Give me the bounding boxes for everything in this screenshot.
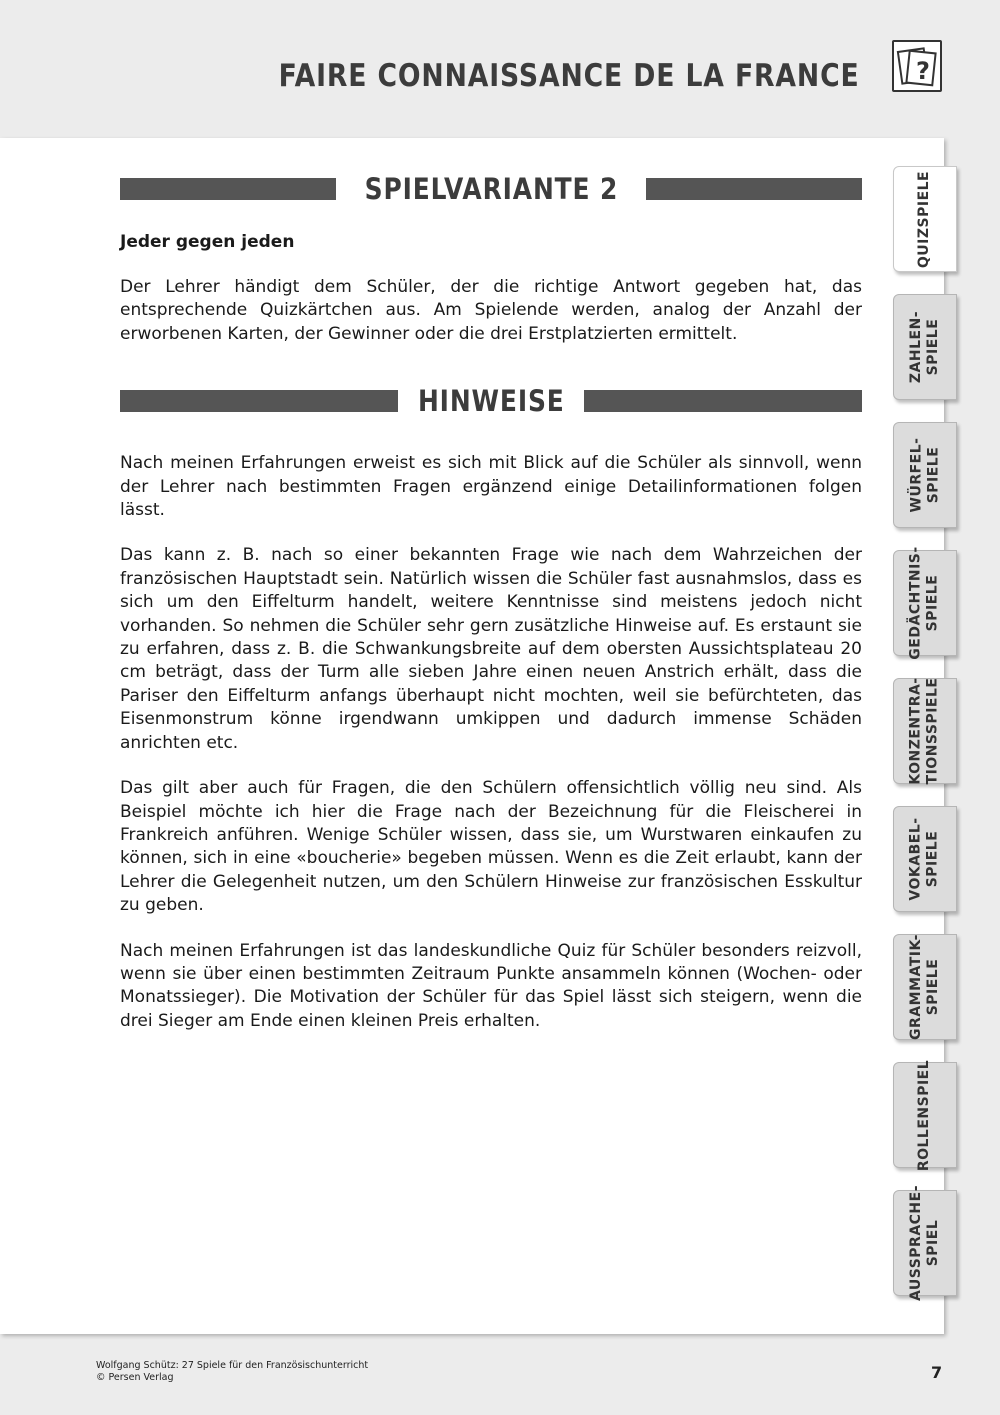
tab-label-line: TIONSSPIELE: [925, 677, 941, 785]
tab-ausspracheSpiel[interactable]: [893, 1184, 957, 1302]
tab-vokabelspiele[interactable]: [893, 806, 957, 912]
heading-bar-left: [120, 390, 398, 412]
tab-label-line: SPIEL: [925, 1219, 941, 1267]
svg-text:?: ?: [916, 57, 930, 85]
paragraph: Der Lehrer händigt dem Schüler, der die richtige Antwort gegeben hat, das entsprechende Quizkärtchen aus. Am Spielende werden, analog der Anzahl der erworbenen Karten, der Gewinner oder die drei Erstplatzierten ermittelt.: [120, 277, 862, 344]
tab-konzentrationsspiele[interactable]: [893, 678, 957, 784]
tab-label-line: GRAMMATIK-: [908, 934, 925, 1040]
tab-label-line: VOKABEL-: [908, 817, 925, 901]
tab-label-line: AUSSPRACHE-: [908, 1184, 924, 1302]
tab-zahlenspiele[interactable]: [893, 294, 957, 400]
tab-label-line: ZAHLEN-: [908, 310, 924, 384]
tab-label-line: GEDÄCHTNIS-: [908, 546, 924, 660]
section-heading-hinweise: [120, 380, 862, 422]
tab-label-line: SPIELE: [925, 958, 942, 1016]
credit-line: © Persen Verlag: [96, 1372, 174, 1383]
page-number: 7: [931, 1363, 943, 1382]
footer-credit: [96, 1360, 368, 1384]
tab-label-line: ROLLENSPIEL: [916, 1059, 933, 1171]
tab-grammatikspiele[interactable]: [893, 934, 957, 1040]
tab-gedaechtnisspiele[interactable]: [893, 546, 957, 660]
section-heading-spielvariante: [120, 168, 862, 210]
main-content: [120, 168, 862, 1055]
paragraph: Nach meinen Erfahrungen ist das landeskundliche Quiz für Schüler besonders reizvoll, wenn sie über einen bestimmten Zeitraum Punkte ansammeln können (Wochen- oder Monatssieger). Die Motivation der Schüler für das Spiel lässt sich steigern, wenn die drei Sieger am Ende einen kleinen Preis erhalten.: [120, 940, 862, 1031]
heading-bar-left: [120, 178, 336, 200]
tab-label-line: SPIELE: [925, 830, 942, 888]
heading-bar-right: [646, 178, 862, 200]
subheading: Jeder gegen jeden: [120, 232, 295, 252]
tab-label-line: KONZENTRA-: [908, 677, 924, 785]
paragraph: Das gilt aber auch für Fragen, die den Schülern offensichtlich völlig neu sind. Als Beispiel möchte ich hier die Frage nach der Bezeichnung für die Fleischerei in Frankreich anführen. Wenige Schüler wissen, dass sie, um Wurstwaren einkaufen zu können, sich in eine «boucherie» begeben müssen. Wenn es die Zeit erlaubt, kann der Lehrer die Gelegenheit nutzen, um den Schülern Hinweise zur französischen Esskultur zu geben.: [120, 778, 862, 916]
paragraph: Das kann z. B. nach so einer bekannten Frage wie nach dem Wahrzeichen der französischen Hauptstadt sein. Natürlich wissen die Schüler fast ausnahmslos, dass es sich um den Eiffelturm handelt, weitere Kenntnisse sind meistens jedoch nicht vorhanden. So nehmen die Schüler sehr gern zusätzliche Hinweise auf. Es erstaunt sie zu erfahren, dass z. B. die Schwankungsbreite auf dem obersten Aussichtsplateau 20 cm beträgt, dass der Turm alle sieben Jahre einen neuen Anstrich erhält, dass die Pariser den Eiffelturm anfangs überhaupt nicht mochten, weil sie befürchteten, das Eisenmonstrum könne irgendwann umkippen und dadurch immense Schäden anrichten etc.: [120, 545, 862, 753]
tab-label-line: WÜRFEL-: [908, 437, 925, 513]
credit-line: Wolfgang Schütz: 27 Spiele für den Französischunterricht: [96, 1360, 369, 1371]
tab-wuerfelspiele[interactable]: [893, 422, 957, 528]
tab-label-line: SPIELE: [925, 318, 941, 376]
section-title: HINWEISE: [417, 384, 565, 419]
tab-rollenspiel[interactable]: [893, 1059, 957, 1171]
paragraph: Nach meinen Erfahrungen erweist es sich mit Blick auf die Schüler als sinnvoll, wenn der Lehrer nach bestimmten Fragen ergänzend einige Detailinformationen folgen lässt.: [120, 453, 862, 521]
page-title: FAIRE CONNAISSANCE DE LA FRANCE: [279, 58, 860, 94]
section-title: SPIELVARIANTE 2: [364, 172, 618, 206]
quiz-card-question-icon: [892, 40, 942, 92]
tab-label-line: SPIELE: [925, 446, 942, 504]
heading-bar-right: [584, 390, 862, 412]
tab-quizspiele[interactable]: [893, 166, 957, 272]
tab-label-line: SPIELE: [925, 574, 941, 632]
tab-label-line: QUIZSPIELE: [916, 170, 933, 268]
